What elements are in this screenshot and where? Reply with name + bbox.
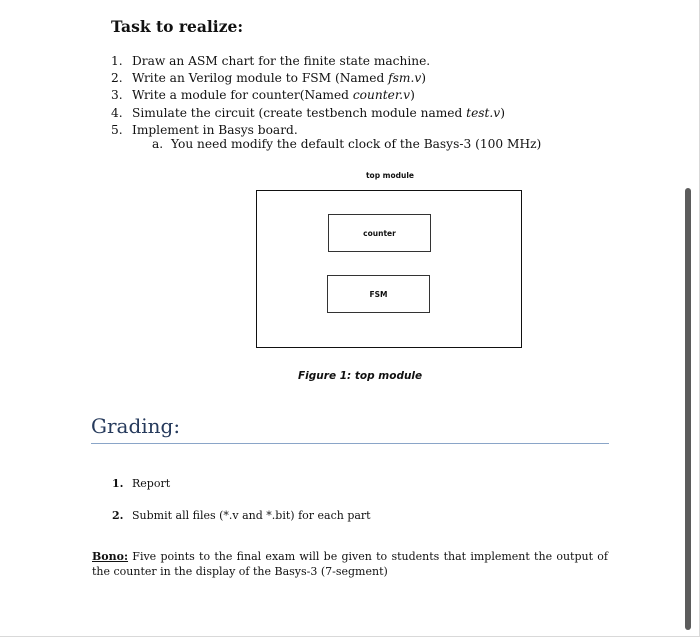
grading-heading: Grading:	[91, 414, 181, 438]
file-name: fsm.v	[388, 71, 422, 86]
task-item: 4. Simulate the circuit (create testbench module named test.v)	[111, 105, 505, 120]
scrollbar[interactable]	[685, 188, 691, 630]
task-item: 5. Implement in Basys board.	[111, 122, 298, 137]
file-name: test.v	[466, 105, 501, 120]
task-item: 1. Draw an ASM chart for the finite state machine.	[111, 54, 431, 68]
task-item: 3. Write a module for counter(Named counter.v)	[111, 88, 415, 103]
fsm-box: FSM	[327, 275, 430, 313]
task-title: Task to realize:	[111, 17, 244, 36]
grading-item-report: 1. Report	[112, 477, 171, 490]
grading-item-submit: 2. Submit all files (*.v and *.bit) for each part	[112, 509, 371, 522]
task-list	[111, 53, 505, 139]
heading-divider	[91, 443, 609, 444]
counter-box: counter	[328, 214, 431, 252]
task-item: 2. Write an Verilog module to FSM (Named fsm.v)	[111, 71, 426, 86]
diagram-title: top module	[365, 171, 415, 180]
file-name: counter.v	[352, 88, 411, 103]
bonus-label: Bono:	[92, 550, 129, 563]
bonus-text: Five points to the final exam will be given to students that implement the output of the counter in the display of the Basys-3 (7-segment)	[92, 550, 608, 578]
bonus-paragraph	[92, 550, 608, 579]
task-sub-item: a. You need modify the default clock of the Basys-3 (100 MHz)	[152, 137, 542, 151]
figure-caption: Figure 1: top module	[298, 370, 423, 382]
